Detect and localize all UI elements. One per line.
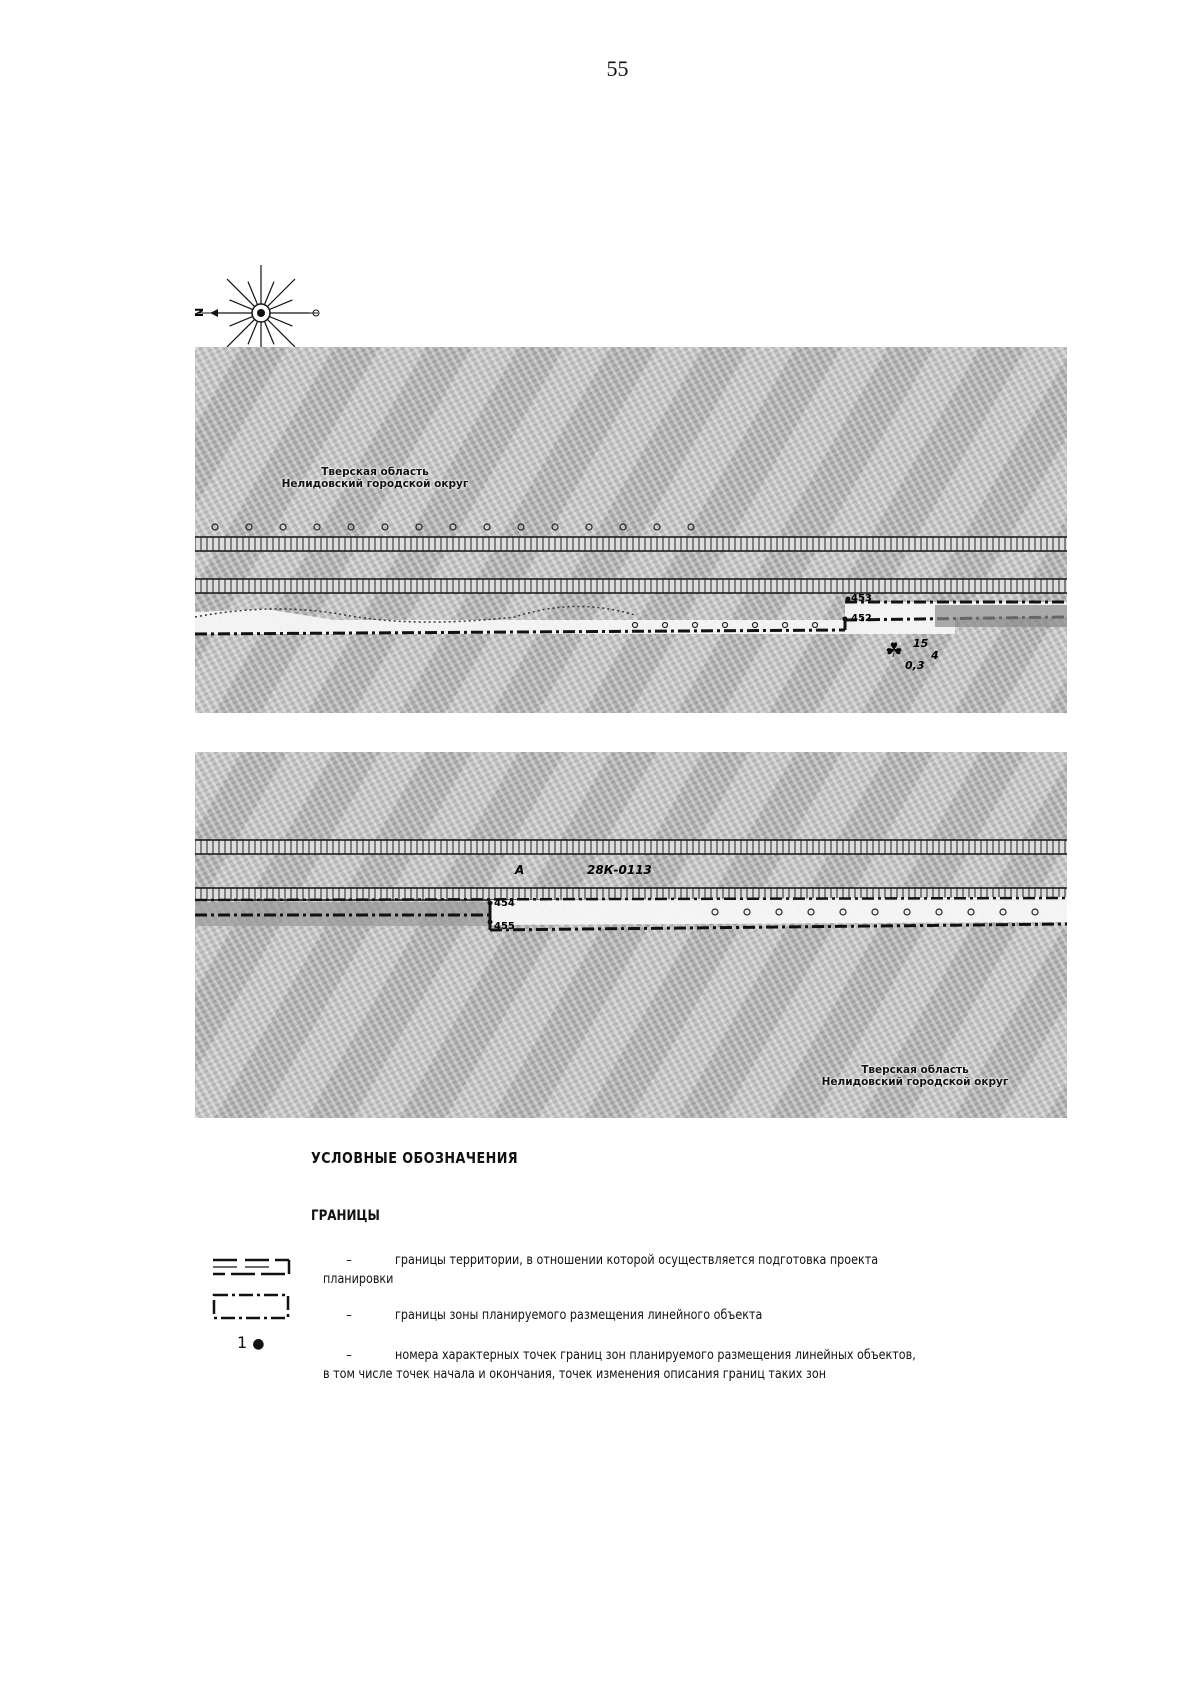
territory-boundary-symbol-icon [211,1256,291,1286]
legend-item-points-line2: в том числе точек начала и окончания, точек изменения описания границ таких зон [323,1367,827,1382]
point-number-sample: 1 [237,1333,248,1352]
map-panel-top [195,347,1067,713]
point-455-label: 455 [494,921,515,932]
legend-title: УСЛОВНЫЕ ОБОЗНАЧЕНИЯ [311,1149,519,1167]
map-circle-marker [450,524,456,530]
map-circle-marker [416,524,422,530]
map-circle-marker [382,524,388,530]
map-circle-marker [586,524,592,530]
legend-item-points-line1: номера характерных точек границ зон планируемого размещения линейных объектов, [395,1348,916,1363]
point-number-symbol [237,1333,265,1352]
road-letter-label: А [515,863,525,877]
point-452-label: 452 [851,613,872,624]
region-line2-bottom: Нелидовский городской округ [821,1076,1009,1088]
legend-item-territory-line2: планировки [323,1272,394,1287]
page-number: 55 [606,56,629,81]
map-circle-marker [212,524,218,530]
map-panel-bottom [195,752,1067,1118]
legend-item-territory [323,1251,1003,1289]
legend-dash: – [346,1308,352,1323]
map-top-drawing [195,347,1067,713]
zone-boundary-symbol-icon [211,1292,291,1322]
region-line1-top: Тверская область [321,466,429,478]
point-453-label: 453 [851,593,872,604]
map-circle-marker [348,524,354,530]
map-circle-marker [484,524,490,530]
point-dot-icon: ● [252,1336,265,1352]
region-label-bottom [815,1064,1015,1088]
road-code-label: 28К-0113 [587,863,652,877]
map-circle-marker [654,524,660,530]
legend-item-zone [323,1306,1003,1325]
terrain-label-b: 4 [931,649,939,662]
terrain-label-a: 15 [913,637,929,650]
legend-item-points [323,1346,1023,1384]
map-circle-marker [314,524,320,530]
region-line2-top: Нелидовский городской округ [281,478,469,490]
region-line1-bottom: Тверская область [861,1064,969,1076]
compass-north-label: N [193,307,206,317]
region-label-top [255,466,495,490]
legend-section-title: ГРАНИЦЫ [311,1208,380,1224]
legend-dash: – [346,1348,352,1363]
point-454-label: 454 [494,898,515,909]
terrain-symbol-icon: ☘ [885,638,903,662]
legend-dash: – [346,1253,352,1268]
legend-item-territory-line1: границы территории, в отношении которой осуществляется подготовка проекта [395,1253,879,1268]
map-circle-marker [620,524,626,530]
legend-item-zone-line1: границы зоны планируемого размещения линейного объекта [395,1308,763,1323]
map-circle-marker [280,524,286,530]
map-circle-marker [246,524,252,530]
map-circle-marker [688,524,694,530]
terrain-label-c: 0,3 [905,659,925,672]
map-circle-marker [518,524,524,530]
map-circle-marker [552,524,558,530]
